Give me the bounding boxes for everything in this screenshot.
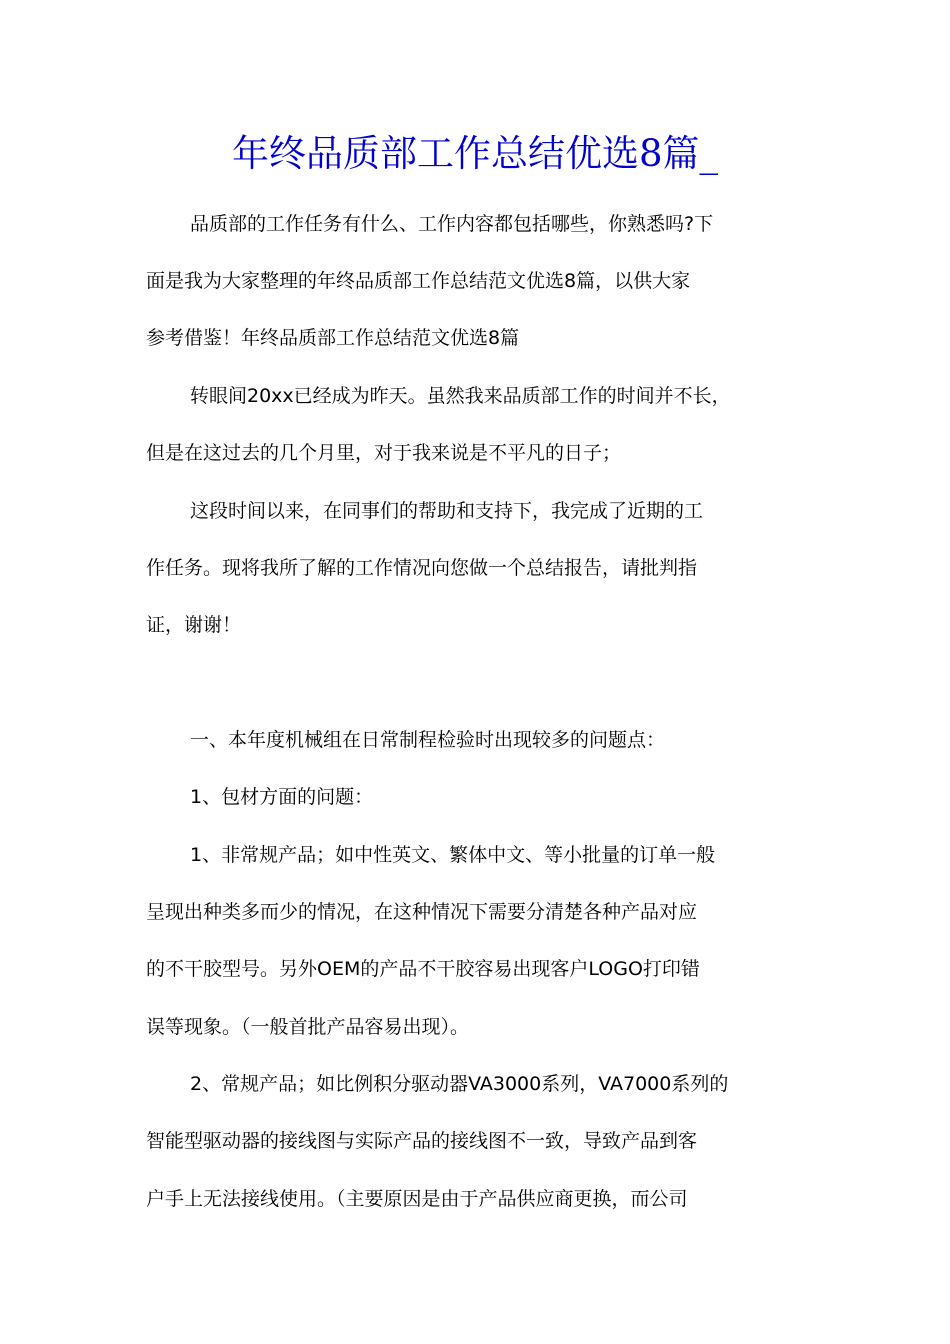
section-heading: 一、本年度机械组在日常制程检验时出现较多的问题点：	[190, 729, 666, 751]
paragraph-line: 户手上无法接线使用。（主要原因是由于产品供应商更换，而公司	[146, 1188, 688, 1210]
paragraph-line: 但是在这过去的几个月里，对于我来说是不平凡的日子；	[146, 442, 622, 464]
document-title: 年终品质部工作总结优选8篇_	[231, 132, 719, 175]
paragraph-line: 1、非常规产品；如中性英文、繁体中文、等小批量的订单一般	[190, 844, 716, 866]
paragraph-line: 参考借鉴！年终品质部工作总结范文优选8篇	[146, 327, 520, 349]
paragraph-line: 误等现象。（一般首批产品容易出现）。	[146, 1016, 470, 1038]
paragraph-line: 呈现出种类多而少的情况，在这种情况下需要分清楚各种产品对应	[146, 901, 698, 923]
paragraph-line: 面是我为大家整理的年终品质部工作总结范文优选8篇，以供大家	[146, 270, 691, 292]
paragraph-line: 证，谢谢！	[146, 614, 242, 636]
paragraph-line: 2、常规产品；如比例积分驱动器VA3000系列，VA7000系列的	[190, 1073, 729, 1095]
paragraph-line: 这段时间以来，在同事们的帮助和支持下，我完成了近期的工	[190, 500, 704, 522]
paragraph-line: 作任务。现将我所了解的工作情况向您做一个总结报告，请批判指	[146, 557, 698, 579]
paragraph-line: 转眼间20xx已经成为昨天。虽然我来品质部工作的时间并不长，	[190, 385, 731, 407]
paragraph-line: 的不干胶型号。另外OEM的产品不干胶容易出现客户LOGO打印错	[146, 958, 700, 980]
subsection-heading: 1、包材方面的问题：	[190, 786, 374, 808]
paragraph-line: 品质部的工作任务有什么、工作内容都包括哪些，你熟悉吗?下	[190, 213, 714, 235]
paragraph-line: 智能型驱动器的接线图与实际产品的接线图不一致，导致产品到客	[146, 1130, 698, 1152]
